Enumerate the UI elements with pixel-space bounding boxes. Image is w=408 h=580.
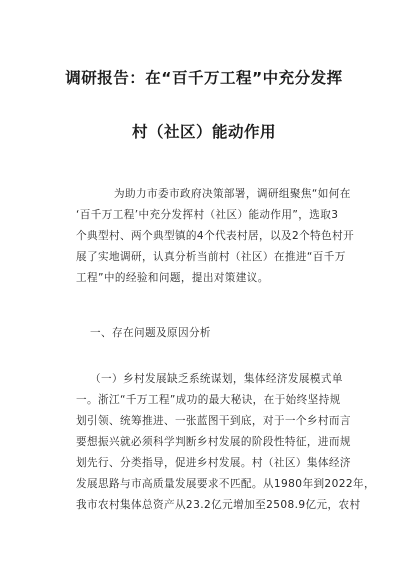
section-line: 我市农村集体总资产从23.2亿元增加至2508.9亿元，农村	[76, 499, 361, 511]
section-line: 要想振兴就必须科学判断乡村发展的阶段性特征，进而规	[76, 436, 351, 448]
document-title-line-2: 村（社区）能动作用	[131, 123, 276, 141]
intro-line: 个典型村、两个典型镇的4个代表村居，以及2个特色村开	[76, 230, 355, 242]
intro-line: 展了实地调研，认真分析当前村（社区）在推进“百千万	[76, 251, 346, 263]
document-title-line-1: 调研报告：在“百千万工程”中充分发挥	[65, 69, 343, 87]
section-line: 发展思路与市高质量发展要求不匹配。从1980年到2022年，	[76, 478, 375, 490]
section-heading: 一、存在问题及原因分析	[90, 327, 211, 339]
section-line: 划引领、统筹推进、一张蓝图干到底，对于一个乡村而言	[76, 415, 351, 427]
intro-line: 为助力市委市政府决策部署，调研组聚焦“如何在	[114, 188, 351, 200]
intro-line: ‘百千万工程’中充分发挥村（社区）能动作用”，选取3	[76, 209, 339, 221]
section-line: 一。浙江“千万工程”成功的最大秘诀，在于始终坚持规	[76, 394, 341, 406]
section-line: （一）乡村发展缺乏系统谋划，集体经济发展模式单	[90, 373, 343, 385]
section-line: 划先行、分类指导，促进乡村发展。村（社区）集体经济	[76, 457, 351, 469]
section-paragraph	[76, 369, 375, 516]
intro-line: 工程”中的经验和问题，提出对策建议。	[76, 272, 269, 284]
intro-paragraph	[76, 184, 368, 289]
